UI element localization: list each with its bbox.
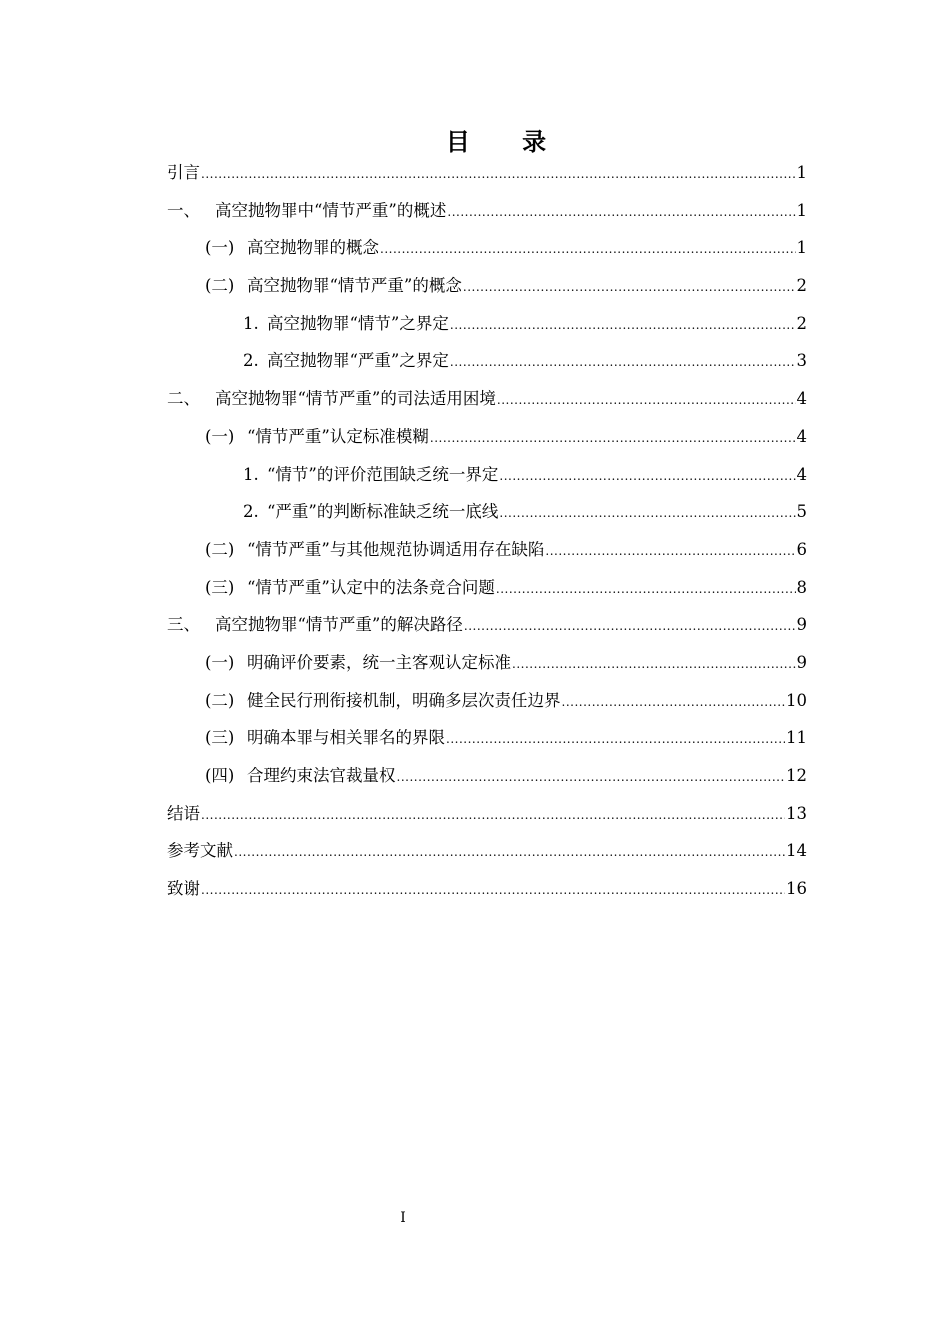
toc-dot-leader	[499, 458, 795, 496]
toc-entry-title: “情节严重”认定中的法条竞合问题	[247, 577, 495, 597]
toc-entry-number: (二)	[205, 690, 235, 710]
toc-entry-page: 2	[796, 276, 807, 296]
toc-dot-leader	[446, 721, 785, 759]
toc-dot-leader	[201, 872, 785, 910]
toc-entry[interactable]	[167, 870, 807, 908]
toc-entry-number: 二、	[167, 389, 200, 409]
toc-dot-leader	[397, 759, 786, 797]
toc-dot-leader	[447, 194, 795, 232]
toc-entry-number: (二)	[205, 539, 235, 559]
toc-dot-leader	[450, 307, 796, 345]
toc-entry-number: 1.	[243, 313, 259, 333]
toc-entry-title: “情节严重”与其他规范协调适用存在缺陷	[247, 539, 545, 559]
toc-entry[interactable]	[167, 644, 807, 682]
toc-dot-leader	[234, 834, 785, 872]
toc-entry-number: (二)	[205, 276, 235, 296]
toc-dot-leader	[562, 684, 786, 722]
toc-entry-number: 三、	[167, 615, 200, 635]
toc-entry-page: 16	[786, 879, 807, 899]
toc-dot-leader	[201, 156, 796, 194]
toc-dot-leader	[545, 533, 795, 571]
toc-entry[interactable]	[167, 531, 807, 569]
toc-entry-number: (四)	[205, 766, 235, 785]
toc-entry-title: 致谢	[167, 879, 200, 899]
toc-entry-number: (一)	[205, 238, 235, 258]
toc-entry-page: 3	[796, 351, 807, 371]
toc-entry-page: 13	[786, 803, 807, 823]
toc-entry-number: 1.	[243, 464, 259, 484]
toc-entry-number: (一)	[205, 426, 235, 446]
toc-entry-page: 9	[796, 615, 807, 635]
toc-entry-page: 1	[796, 163, 807, 182]
toc-entry-title: 高空抛物罪“情节”之界定	[267, 313, 449, 333]
toc-entry-title: “情节”的评价范围缺乏统一界定	[267, 464, 499, 484]
page-number: I	[400, 1210, 406, 1226]
toc-entry-title: 健全民行刑衔接机制，明确多层次责任边界	[247, 690, 561, 710]
toc-dot-leader	[512, 646, 796, 684]
toc-entry-page: 1	[796, 238, 807, 258]
toc-entry[interactable]	[167, 757, 807, 795]
toc-entry[interactable]	[167, 795, 807, 833]
toc-entry[interactable]	[167, 305, 807, 343]
toc-dot-leader	[464, 608, 796, 646]
toc-entry-title: 高空抛物罪“严重”之界定	[267, 351, 449, 371]
toc-entry[interactable]	[167, 569, 807, 607]
toc-dot-leader	[380, 231, 796, 269]
toc-entry[interactable]	[167, 342, 807, 380]
toc-entry-number: 2.	[243, 351, 259, 371]
toc-entry-page: 1	[796, 200, 807, 220]
toc-entry[interactable]	[167, 832, 807, 870]
toc-entry[interactable]	[167, 682, 807, 720]
toc-entry-page: 2	[796, 313, 807, 333]
toc-dot-leader	[463, 269, 796, 307]
toc-entry[interactable]	[167, 606, 807, 644]
toc-entry-title: 参考文献	[167, 841, 233, 861]
toc-entry-title: 高空抛物罪“情节严重”的解决路径	[215, 615, 463, 635]
toc-entry-title: 结语	[167, 803, 200, 823]
toc-dot-leader	[201, 797, 785, 835]
toc-entry[interactable]	[167, 456, 807, 494]
toc-entry-title: 高空抛物罪中“情节严重”的概述	[215, 200, 447, 220]
toc-entry[interactable]	[167, 418, 807, 456]
toc-entry-number: (三)	[205, 577, 235, 597]
toc-entry[interactable]	[167, 493, 807, 531]
toc-entry-title: “严重”的判断标准缺乏统一底线	[267, 502, 499, 522]
toc-entry-title: 引言	[167, 163, 200, 182]
toc-entry-title: 高空抛物罪“情节严重”的概念	[247, 276, 462, 296]
toc-entry-title: 合理约束法官裁量权	[247, 766, 396, 785]
toc-entry[interactable]	[167, 267, 807, 305]
toc-entry-page: 4	[796, 389, 807, 409]
toc-entry[interactable]	[167, 154, 807, 192]
toc-entry-page: 12	[786, 766, 807, 785]
toc-entry-page: 6	[796, 539, 807, 559]
toc-entry-page: 4	[796, 426, 807, 446]
toc-entry-page: 8	[796, 577, 807, 597]
toc-entry[interactable]	[167, 192, 807, 230]
toc-entry-title: 高空抛物罪的概念	[247, 238, 379, 258]
toc-entry-page: 14	[786, 841, 807, 861]
toc-entry-page: 4	[796, 464, 807, 484]
toc-list	[167, 154, 807, 908]
toc-entry-number: 一、	[167, 200, 200, 220]
toc-entry-number: (三)	[205, 728, 235, 748]
toc-dot-leader	[430, 420, 796, 458]
toc-entry-page: 5	[796, 502, 807, 522]
toc-entry-title: 高空抛物罪“情节严重”的司法适用困境	[215, 389, 496, 409]
toc-entry-page: 9	[796, 652, 807, 672]
toc-dot-leader	[496, 571, 796, 609]
toc-entry-number: 2.	[243, 502, 259, 522]
toc-dot-leader	[499, 495, 795, 533]
toc-dot-leader	[450, 344, 796, 382]
toc-entry[interactable]	[167, 719, 807, 757]
toc-entry[interactable]	[167, 380, 807, 418]
toc-title: 目 录	[445, 127, 569, 156]
toc-entry-page: 10	[786, 690, 807, 710]
toc-entry-title: “情节严重”认定标准模糊	[247, 426, 429, 446]
toc-entry[interactable]	[167, 229, 807, 267]
toc-entry-title: 明确评价要素，统一主客观认定标准	[247, 652, 511, 672]
toc-entry-number: (一)	[205, 652, 235, 672]
toc-entry-title: 明确本罪与相关罪名的界限	[247, 728, 445, 748]
toc-entry-page: 11	[786, 728, 807, 748]
toc-dot-leader	[497, 382, 796, 420]
